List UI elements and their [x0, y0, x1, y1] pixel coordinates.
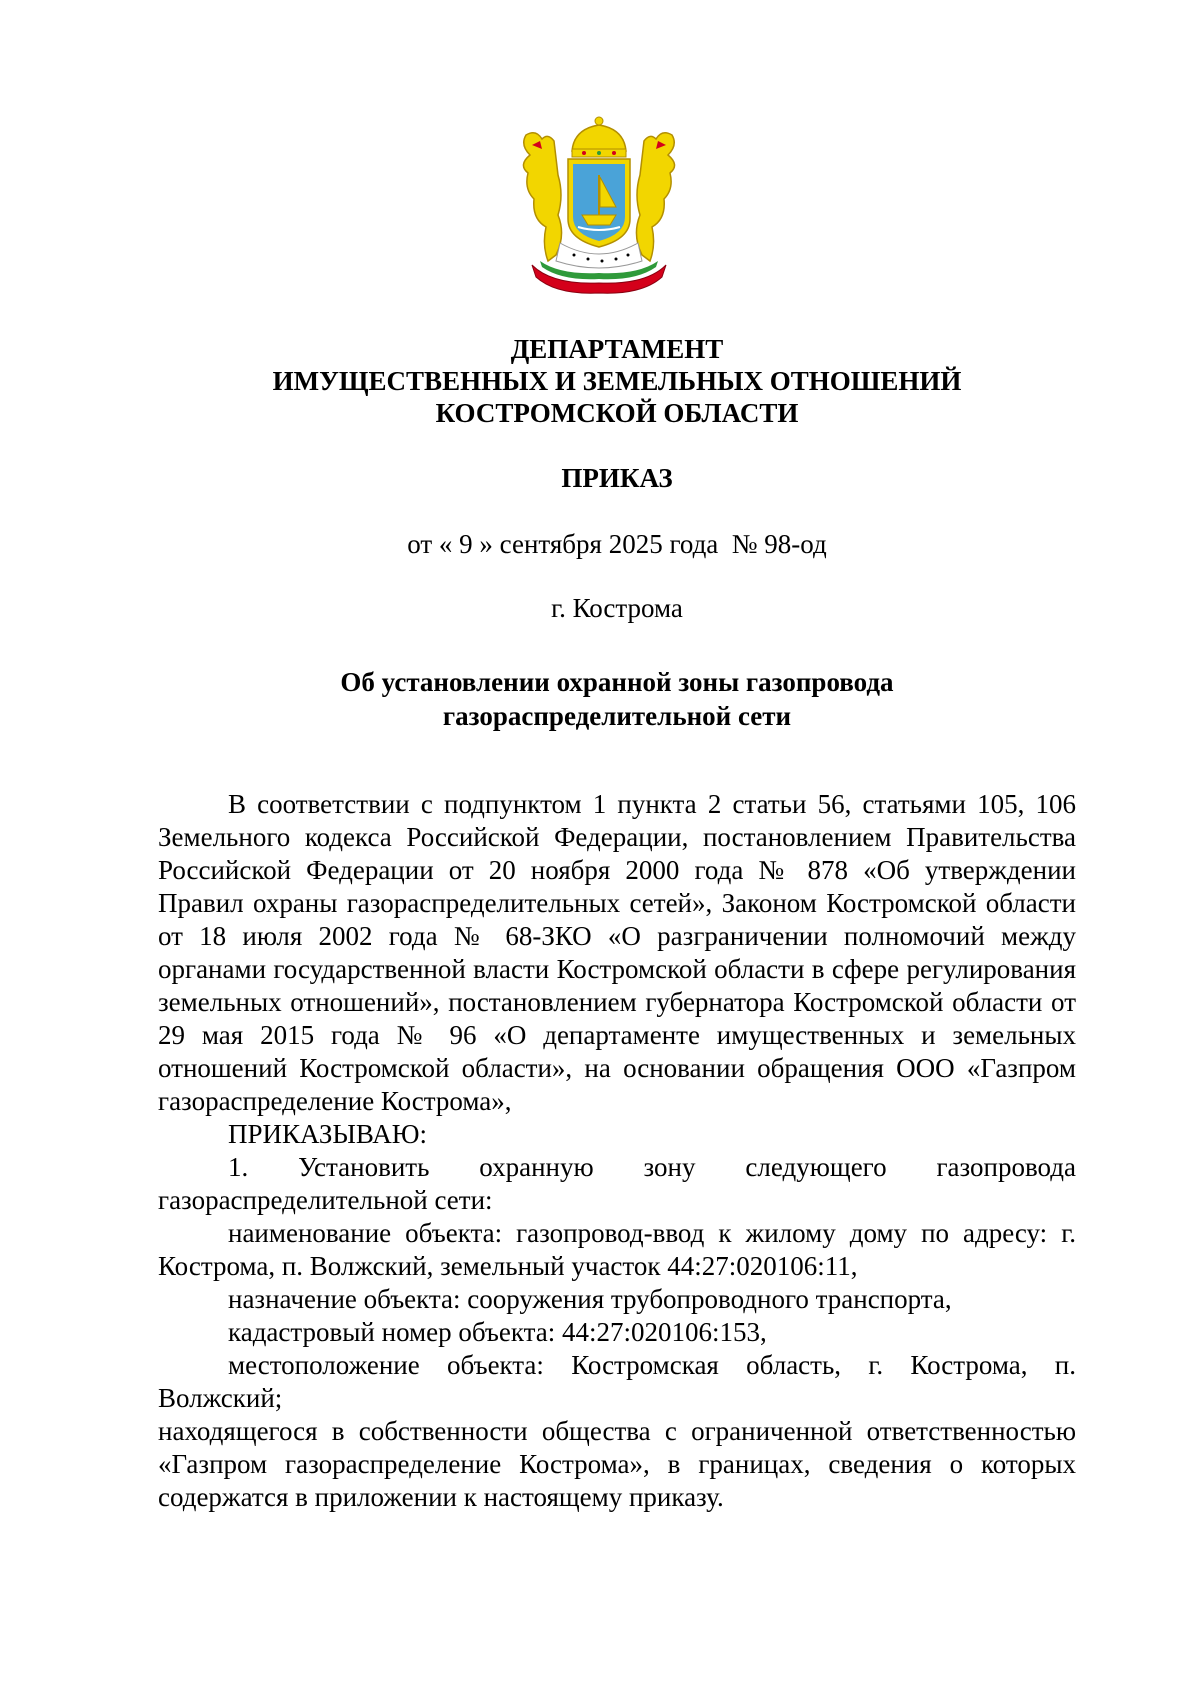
coat-of-arms-emblem — [512, 115, 686, 295]
subject-line-1: Об установлении охранной зоны газопровода — [340, 667, 894, 697]
order-city: г. Кострома — [551, 593, 683, 623]
header-line-name: ИМУЩЕСТВЕННЫХ И ЗЕМЕЛЬНЫХ ОТНОШЕНИЙ — [272, 366, 962, 396]
subject-line-2: газораспределительной сети — [442, 701, 792, 731]
header-line-region: КОСТРОМСКОЙ ОБЛАСТИ — [435, 398, 799, 428]
shield — [568, 159, 630, 247]
order-subject — [0, 665, 1200, 733]
object-name-paragraph: наименование объекта: газопровод-ввод к жилому дому по адресу: г. Кострома, п. Волжский, земельный участок 44:27:020106:11, — [158, 1218, 1076, 1281]
item-1-paragraph: 1. Установить охранную зону следующего газопровода газораспределительной сети: — [158, 1152, 1076, 1215]
right-lion-supporter — [636, 133, 674, 261]
object-purpose-paragraph: назначение объекта: сооружения трубопроводного транспорта, — [228, 1284, 952, 1314]
department-header — [0, 333, 1200, 429]
ownership-paragraph: находящегося в собственности общества с ограниченной ответственностью «Газпром газораспределение Кострома», в границах, сведения о которых содержатся в приложении к настоящему приказу. — [158, 1416, 1076, 1512]
preamble-paragraph: В соответствии с подпунктом 1 пункта 2 статьи 56, статьями 105, 106 Земельного кодекса Российской Федерации, постановлением Правительства Российской Федерации от 20 ноября 2000 года № 878 «Об утверждении Правил охраны газораспределительных сетей», Законом Костромской области от 18 июля 2002 года № 68-ЗКО «О разграничении полномочий между органами государственной власти Костромской области в сфере регулирования земельных отношений», постановлением губернатора Костромской области от 29 мая 2015 года № 96 «О департаменте имущественных и земельных отношений Костромской области», на основании обращения ООО «Газпром газораспределение Кострома», — [158, 789, 1076, 1116]
cadastral-number-paragraph: кадастровый номер объекта: 44:27:020106:153, — [228, 1317, 767, 1347]
location-paragraph: местоположение объекта: Костромская область, г. Кострома, п. Волжский; — [158, 1350, 1076, 1413]
crown — [572, 117, 626, 157]
order-date-number: от « 9 » сентября 2025 года № 98-од — [407, 529, 827, 559]
order-body — [158, 788, 1076, 1514]
header-line-department: ДЕПАРТАМЕНТ — [510, 334, 724, 364]
order-title: ПРИКАЗ — [561, 463, 673, 493]
left-lion-supporter — [523, 133, 561, 261]
order-directive: ПРИКАЗЫВАЮ: — [228, 1119, 427, 1149]
